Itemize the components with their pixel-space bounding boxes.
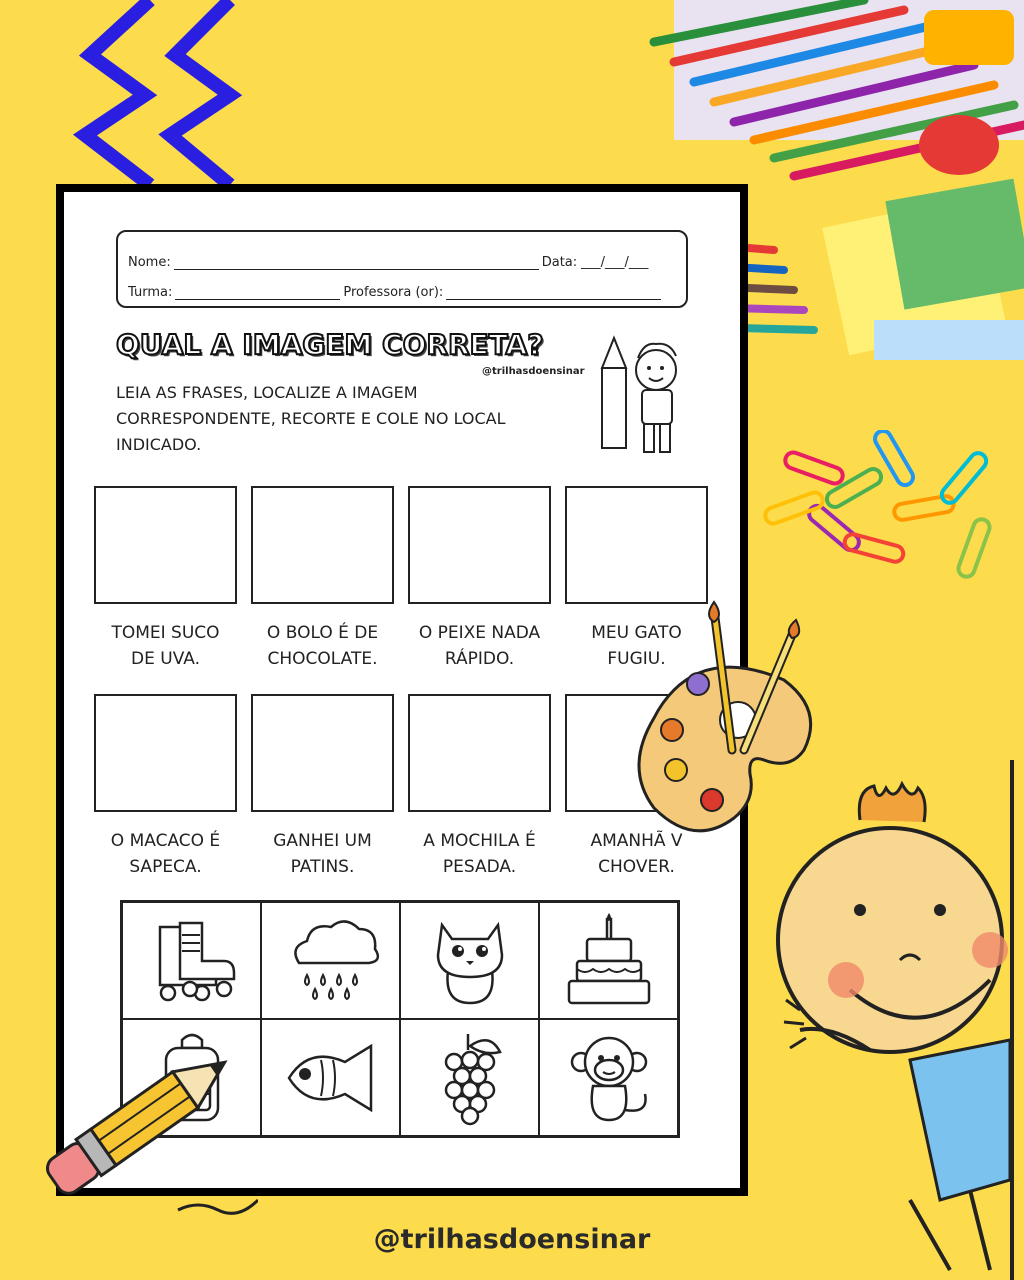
caption-line: MEU GATO (591, 623, 682, 643)
sentence-cell (408, 486, 551, 672)
title-block (116, 328, 586, 454)
yellow-pencil-icon (28, 1030, 258, 1230)
sentence-caption (94, 620, 237, 672)
paste-grid-row-1 (94, 486, 714, 672)
name-label: Nome: (128, 255, 171, 270)
sentence-caption (94, 828, 237, 880)
paste-box[interactable] (94, 694, 237, 812)
instructions-line-3: INDICADO. (116, 435, 202, 454)
paste-grid-row-2 (94, 694, 714, 880)
cutout-cell[interactable] (400, 902, 539, 1019)
page-title: QUAL A IMAGEM CORRETA? (116, 328, 544, 361)
caption-line: O BOLO É DE (266, 623, 379, 643)
date-label: Data: (541, 255, 578, 270)
cutout-cell[interactable] (539, 902, 678, 1019)
zigzag-decoration-icon (60, 0, 260, 190)
paste-box[interactable] (408, 694, 551, 812)
cat-icon (420, 913, 520, 1009)
paper-clips-icon (744, 430, 1024, 610)
sentence-caption (408, 620, 551, 672)
caption-line: CHOCOLATE. (267, 649, 378, 669)
boy-with-pencil-icon (594, 328, 694, 456)
caption-line: SAPECA. (129, 857, 202, 877)
sentence-cell (408, 694, 551, 880)
teacher-label: Professora (or): (343, 285, 444, 300)
caption-line: A MOCHILA É (423, 831, 536, 851)
caption-line: RÁPIDO. (444, 649, 515, 669)
name-line (174, 256, 539, 270)
cutout-cell[interactable] (400, 1019, 539, 1136)
caption-line: O PEIXE NADA (418, 623, 541, 643)
sentence-cell (94, 486, 237, 672)
small-handle: @trilhasdoensinar (482, 366, 585, 377)
date-mask: ___/___/___ (581, 255, 649, 270)
footer-handle: @trilhasdoensinar (373, 1224, 651, 1255)
paste-box[interactable] (251, 694, 394, 812)
grapes-icon (420, 1030, 520, 1126)
paste-box[interactable] (408, 486, 551, 604)
sentence-cell (94, 694, 237, 880)
caption-line: FUGIU. (607, 649, 666, 669)
instructions (116, 380, 576, 458)
caption-line: GANHEI UM (273, 831, 372, 851)
student-info-box (116, 230, 688, 308)
class-label: Turma: (128, 285, 173, 300)
sentence-caption (251, 828, 394, 880)
fish-icon (281, 1030, 381, 1126)
cutout-cell[interactable] (122, 902, 261, 1019)
rain-cloud-icon (281, 913, 381, 1009)
class-line (175, 286, 340, 300)
teacher-line (446, 286, 661, 300)
sentence-cell (251, 486, 394, 672)
monkey-icon (559, 1030, 659, 1126)
caption-line: PESADA. (442, 857, 517, 877)
cutout-cell[interactable] (261, 1019, 400, 1136)
birthday-cake-icon (559, 913, 659, 1009)
instructions-line-2: CORRESPONDENTE, RECORTE E COLE NO LOCAL (116, 409, 506, 428)
caption-line: O MACACO É (110, 831, 221, 851)
caption-line: CHOVER. (598, 857, 675, 877)
sentence-cell (251, 694, 394, 880)
instructions-line-1: LEIA AS FRASES, LOCALIZE A IMAGEM (116, 383, 418, 402)
sentence-caption (408, 828, 551, 880)
caption-line: PATINS. (290, 857, 355, 877)
paste-box[interactable] (565, 486, 708, 604)
caption-line: DE UVA. (131, 649, 200, 669)
cutout-cell[interactable] (261, 902, 400, 1019)
caption-line: AMANHÃ V (590, 831, 683, 851)
paste-box[interactable] (251, 486, 394, 604)
roller-skates-icon (142, 913, 242, 1009)
paste-box[interactable] (94, 486, 237, 604)
caption-line: TOMEI SUCO (111, 623, 220, 643)
cartoon-boy-icon (760, 760, 1024, 1280)
sentence-caption (251, 620, 394, 672)
cutout-cell[interactable] (539, 1019, 678, 1136)
